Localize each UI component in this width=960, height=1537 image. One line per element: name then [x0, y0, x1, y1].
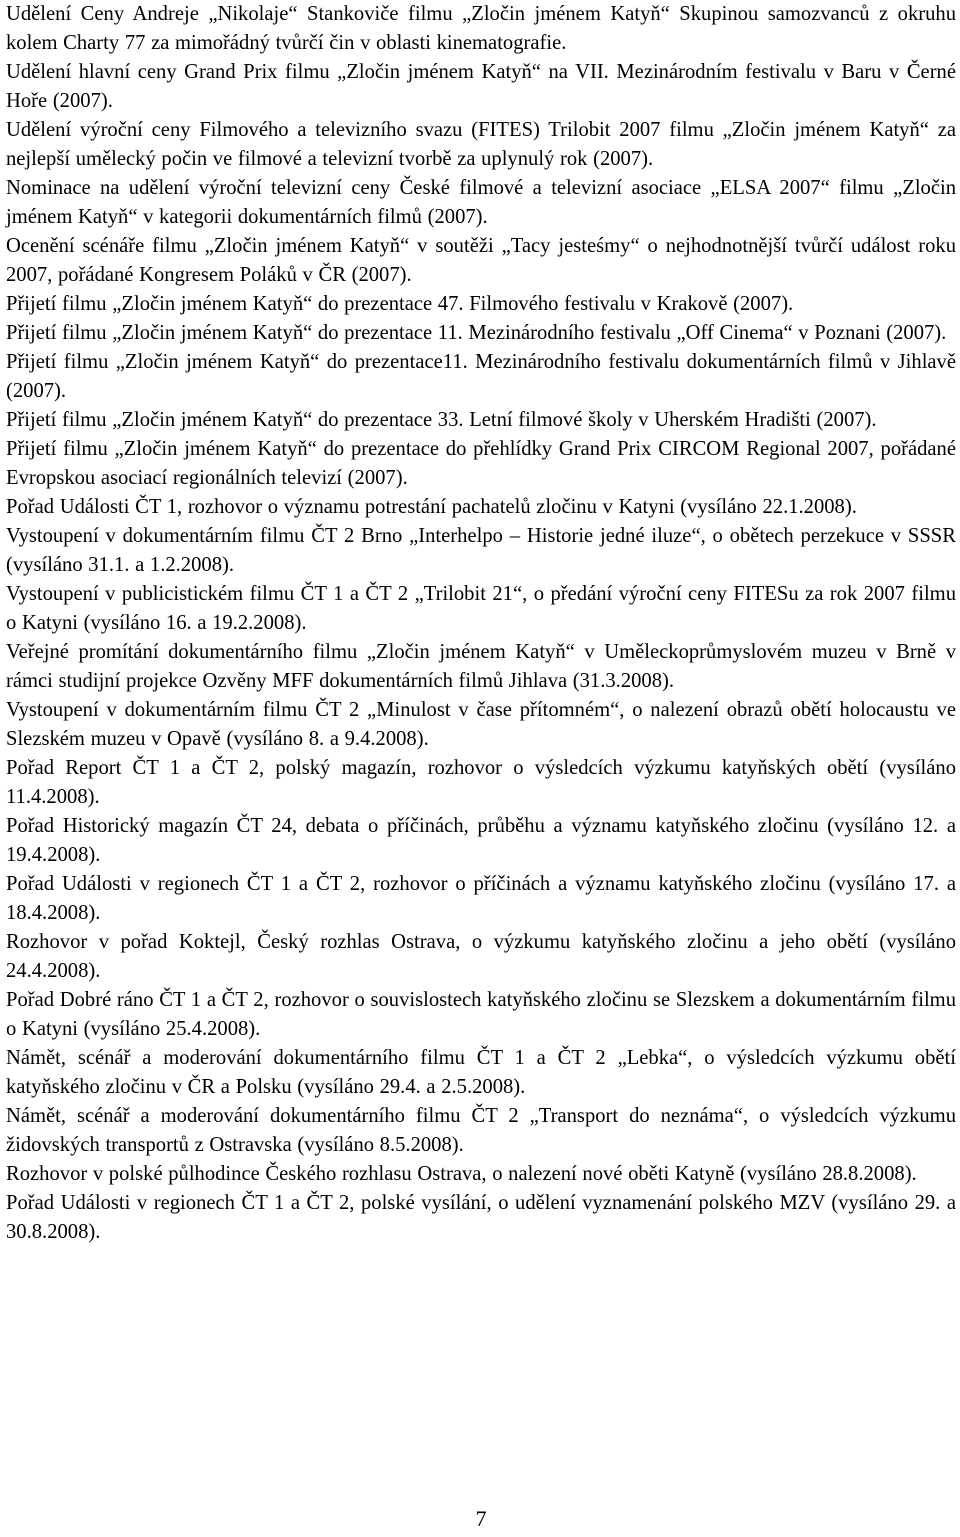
- document-page: [6, 0, 956, 1537]
- entry-promitani-brno: Veřejné promítání dokumentárního filmu „Zločin jménem Katyň“ v Uměleckoprůmyslovém muzeu v Brně v rámci studijní projekce Ozvěny MFF dokumentárních filmů Jihlava (31.3.2008).: [6, 641, 956, 692]
- entry-udalosti-v-regionech-2: Pořad Události v regionech ČT 1 a ČT 2, polské vysílání, o udělení vyznamenání polského MZV (vysíláno 29. a 30.8.2008).: [6, 1192, 956, 1243]
- entry-festival-poznan: Přijetí filmu „Zločin jménem Katyň“ do prezentace 11. Mezinárodního festivalu „Off Cinema“ v Poznani (2007).: [6, 322, 947, 344]
- entry-polska-pulhodinka: Rozhovor v polské půlhodince Českého rozhlasu Ostrava, o nalezení nové oběti Katyně (vysíláno 28.8.2008).: [6, 1163, 917, 1185]
- entry-interhelpo: Vystoupení v dokumentárním filmu ČT 2 Brno „Interhelpo – Historie jedné iluze“, o obětech perzekuce v SSSR (vysíláno 31.1. a 1.2.2008).: [6, 525, 956, 576]
- entry-cena-stankovice: Udělení Ceny Andreje „Nikolaje“ Stankoviče filmu „Zločin jménem Katyň“ Skupinou samozvanců z okruhu kolem Charty 77 za mimořádný tvůrčí čin v oblasti kinematografie.: [6, 3, 956, 54]
- entry-transport-do-neznama: Námět, scénář a moderování dokumentárního filmu ČT 2 „Transport do neznáma“, o výsledcích výzkumu židovských transportů z Ostravska (vysíláno 8.5.2008).: [6, 1105, 956, 1156]
- entry-festival-krakov: Přijetí filmu „Zločin jménem Katyň“ do prezentace 47. Filmového festivalu v Krakově (2007).: [6, 293, 794, 315]
- entry-udalosti-ct1: Pořad Události ČT 1, rozhovor o významu potrestání pachatelů zločinu v Katyni (vysíláno 22.1.2008).: [6, 496, 857, 518]
- entry-report-ct: Pořad Report ČT 1 a ČT 2, polský magazín, rozhovor o výsledcích výzkumu katyňských obětí (vysíláno 11.4.2008).: [6, 757, 956, 808]
- entry-trilobit-21: Vystoupení v publicistickém filmu ČT 1 a ČT 2 „Trilobit 21“, o předání výroční ceny FITESu za rok 2007 filmu o Katyni (vysíláno 16. a 19.2.2008).: [6, 583, 956, 634]
- entry-letni-filmova-skola: Přijetí filmu „Zločin jménem Katyň“ do prezentace 33. Letní filmové školy v Uherském Hradišti (2007).: [6, 409, 877, 431]
- entry-nominace-elsa: Nominace na udělení výroční televizní ceny České filmové a televizní asociace „ELSA 2007“ filmu „Zločin jménem Katyň“ v kategorii dokumentárních filmů (2007).: [6, 177, 956, 228]
- entry-lebka: Námět, scénář a moderování dokumentárního filmu ČT 1 a ČT 2 „Lebka“, o výsledcích výzkumu obětí katyňského zločinu v ČR a Polsku (vysíláno 29.4. a 2.5.2008).: [6, 1047, 956, 1098]
- entry-oceneni-tacy-jestesmy: Ocenění scénáře filmu „Zločin jménem Katyň“ v soutěži „Tacy jesteśmy“ o nejhodnotnější tvůrčí událost roku 2007, pořádané Kongresem Poláků v ČR (2007).: [6, 235, 956, 286]
- entry-udalosti-v-regionech-1: Pořad Události v regionech ČT 1 a ČT 2, rozhovor o příčinách a významu katyňského zločinu (vysíláno 17. a 18.4.2008).: [6, 873, 956, 924]
- entry-circom-regional: Přijetí filmu „Zločin jménem Katyň“ do prezentace do přehlídky Grand Prix CIRCOM Regional 2007, pořádané Evropskou asociací regionálních televizí (2007).: [6, 438, 956, 489]
- entry-dobre-rano: Pořad Dobré ráno ČT 1 a ČT 2, rozhovor o souvislostech katyňského zločinu se Slezskem a dokumentárním filmu o Katyni (vysíláno 25.4.2008).: [6, 989, 956, 1040]
- entry-trilobit-2007: Udělení výroční ceny Filmového a televizního svazu (FITES) Trilobit 2007 filmu „Zločin jménem Katyň“ za nejlepší umělecký počin ve filmové a televizní tvorbě za uplynulý rok (2007).: [6, 119, 956, 170]
- page-number: 7: [475, 1506, 487, 1531]
- entry-historicky-magazin: Pořad Historický magazín ČT 24, debata o příčinách, průběhu a významu katyňského zločinu (vysíláno 12. a 19.4.2008).: [6, 815, 956, 866]
- entry-festival-jihlava: Přijetí filmu „Zločin jménem Katyň“ do prezentace11. Mezinárodního festivalu dokumentárních filmů v Jihlavě (2007).: [6, 351, 956, 402]
- entry-grand-prix-bar: Udělení hlavní ceny Grand Prix filmu „Zločin jménem Katyň“ na VII. Mezinárodním festivalu v Baru v Černé Hoře (2007).: [6, 61, 956, 112]
- entry-koktejl-rozhlas: Rozhovor v pořad Koktejl, Český rozhlas Ostrava, o výzkumu katyňského zločinu a jeho obětí (vysíláno 24.4.2008).: [6, 931, 956, 982]
- entry-minulost-v-case: Vystoupení v dokumentárním filmu ČT 2 „Minulost v čase přítomném“, o nalezení obrazů obětí holocaustu ve Slezském muzeu v Opavě (vysíláno 8. a 9.4.2008).: [6, 699, 956, 750]
- entries-list: [6, 0, 956, 1247]
